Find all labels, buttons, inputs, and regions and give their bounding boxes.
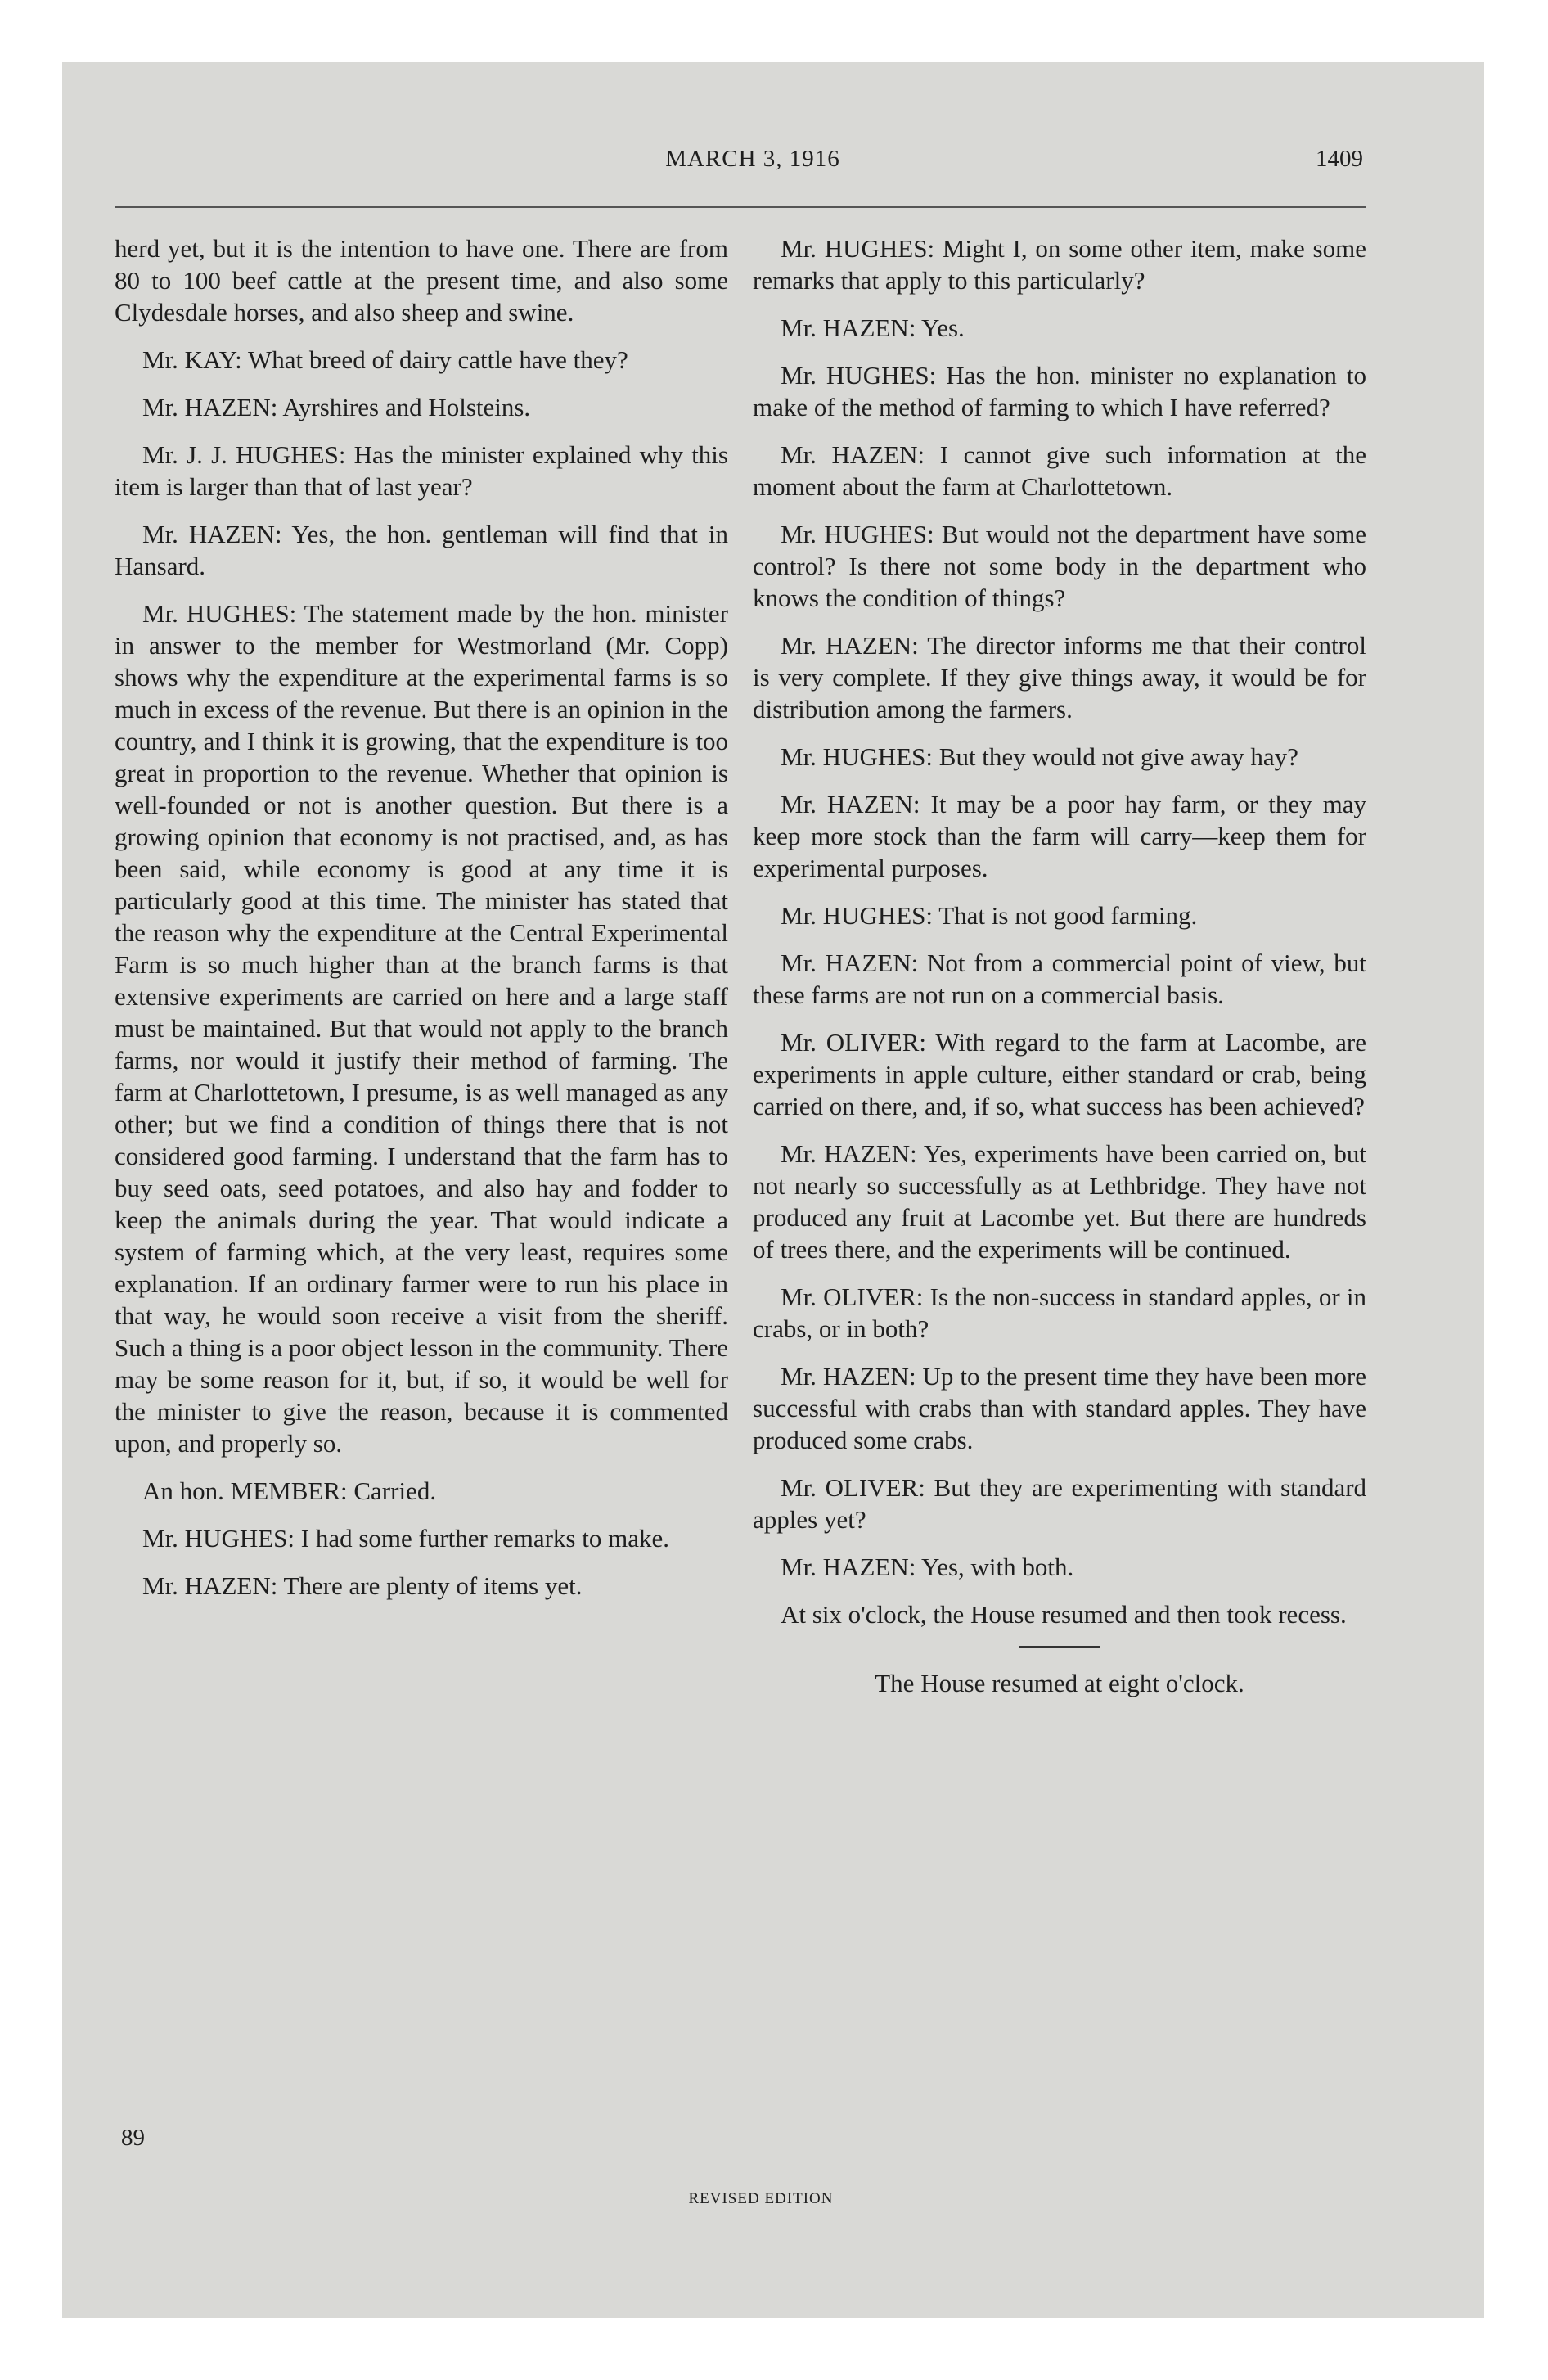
paragraph-text: At six o'clock, the House resumed and then took recess. [781,1600,1347,1629]
section-divider [1019,1646,1100,1648]
closing-line: The House resumed at eight o'clock. [875,1669,1244,1697]
paragraph-text: The statement made by the hon. minister in answer to the member for Westmorland (Mr. Copp) shows why the expenditure at the experimental farms is so much in excess of the revenue. But there is an opinion in the country, and I think it is growing, that the expenditure is too great in proportion to the revenue. Whether that opinion is well-founded or not is another question. But there is a growing opinion that economy is not practised, and, as has been said, while economy is good at any time it is particularly good at this time. The minister has stated that the reason why the expenditure at the Central Experimental Farm is so much higher than at the branch farms is that extensive experiments are carried on here and a large staff must be maintained. But that would not apply to the branch farms, nor would it justify their method of farming. The farm at Charlottetown, I presume, is as well managed as any other; but we find a condition of things there that is not considered good farming. I understand that the farm has to buy seed oats, seed potatoes, and also hay and fodder to keep the animals during the year. That would indicate a system of farming which, at the very least, requires some explanation. If an ordinary farmer were to run his place in that way, he would soon receive a visit from the sheriff. Such a thing is a poor object lesson in the community. There may be some reason for it, but, if so, it would be well for the minister to give the reason, because it is commented upon, and properly so. [115,599,728,1458]
speaker-name: Mr. OLIVER: [781,1282,924,1311]
paragraph [753,788,1366,884]
paragraph [753,1360,1366,1456]
paragraph [753,1281,1366,1345]
page-number: 1409 [1316,146,1363,172]
paragraph [753,741,1366,773]
paragraph [115,439,728,503]
paragraph-text: That is not good farming. [938,901,1198,930]
paragraph [115,391,728,423]
paragraph [753,899,1366,931]
paragraph-text: What breed of dairy cattle have they? [247,345,628,374]
paragraph [115,1522,728,1554]
right-column [753,232,1366,1715]
speaker-name: Mr. HAZEN: [142,393,278,421]
speaker-name: Mr. HUGHES: [781,361,937,390]
speaker-name: Mr. HAZEN: [781,1362,916,1391]
paragraph [753,312,1366,344]
header-date: MARCH 3, 1916 [665,146,840,172]
speaker-name: Mr. HAZEN: [781,440,925,469]
paragraph-text: There are plenty of items yet. [283,1571,583,1600]
speaker-name: Mr. HAZEN: [781,1139,917,1168]
paragraph-text: Has the hon. minister no explanation to make of the method of farming to which I have referred? [753,361,1367,421]
speaker-name: Mr. HUGHES: [781,901,934,930]
paragraph-text: Is the non-success in standard apples, or in crabs, or in both? [753,1282,1367,1343]
paragraph-text: herd yet, but it is the intention to have one. There are from 80 to 100 beef cattle at the present time, and also some Clydesdale horses, and also sheep and swine. [115,234,728,327]
speaker-name: Mr. OLIVER: [781,1473,925,1502]
paragraph [753,1472,1366,1535]
paragraph [115,597,728,1459]
speaker-name: Mr. HAZEN: [781,313,916,342]
paragraph-text: Carried. [353,1476,437,1505]
paragraph-text: But would not the department have some control? Is there not some body in the department who knows the condition of things? [753,520,1367,612]
speaker-name: Mr. OLIVER: [781,1028,927,1057]
paragraph-text: I cannot give such information at the moment about the farm at Charlottetown. [753,440,1366,501]
signature-number: 89 [121,2125,145,2151]
speaker-name: Mr. J. J. HUGHES: [142,440,346,469]
paragraph [753,947,1366,1011]
paragraph-text: It may be a poor hay farm, or they may keep more stock than the farm will carry—keep them for experimental purposes. [753,790,1367,882]
speaker-name: Mr. HAZEN: [142,520,282,548]
paragraph [115,518,728,582]
paragraph-text: Yes, with both. [920,1553,1074,1581]
paragraph-text: Yes. [920,313,965,342]
paragraph [753,232,1366,296]
speaker-name: Mr. HUGHES: [142,1524,295,1553]
paragraph [753,1551,1366,1583]
paragraph [753,439,1366,503]
speaker-name: Mr. HUGHES: [781,742,934,771]
paragraph [753,1026,1366,1122]
speaker-name: Mr. KAY: [142,345,242,374]
paragraph-text: Not from a commercial point of view, but these farms are not run on a commercial basis. [753,949,1366,1009]
footer-edition: REVISED EDITION [688,2190,834,2207]
header-rule [115,206,1366,208]
paragraph-text: Ayrshires and Holsteins. [282,393,531,421]
paragraph [753,629,1366,725]
paragraph-text: But they would not give away hay? [938,742,1298,771]
paragraph-text: Yes, experiments have been carried on, but not nearly so successfully as at Lethbridge. They have not produced any fruit at Lacombe yet. But there are hundreds of trees there, and the experiments will be continued. [753,1139,1366,1264]
paragraph-text: But they are experimenting with standard apples yet? [753,1473,1367,1534]
paragraph-text: Might I, on some other item, make some remarks that apply to this particularly? [753,234,1366,295]
paragraph-text: Has the minister explained why this item is larger than that of last year? [115,440,728,501]
speaker-name: Mr. HUGHES: [781,234,935,263]
speaker-name: Mr. HAZEN: [142,1571,278,1600]
speaker-name: Mr. HAZEN: [781,1553,916,1581]
paragraph-text: Yes, the hon. gentleman will find that in Hansard. [115,520,728,580]
paragraph [753,1138,1366,1265]
paragraph [753,1598,1366,1630]
speaker-name: Mr. HAZEN: [781,790,920,818]
paragraph-text: The director informs me that their control is very complete. If they give things away, it would be for distribution among the farmers. [753,631,1366,723]
paragraph [115,344,728,376]
paragraph-text: I had some further remarks to make. [300,1524,669,1553]
paragraph [753,359,1366,423]
paragraph-text: With regard to the farm at Lacombe, are experiments in apple culture, either standard or crab, being carried on there, and, if so, what success has been achieved? [753,1028,1367,1120]
paragraph [115,1570,728,1602]
speaker-name: An hon. MEMBER: [142,1476,348,1505]
paragraph [115,1475,728,1507]
paragraph [115,232,728,328]
speaker-name: Mr. HUGHES: [142,599,297,628]
speaker-name: Mr. HAZEN: [781,631,919,660]
paragraph-text: Up to the present time they have been more successful with crabs than with standard apples. They have produced some crabs. [753,1362,1367,1454]
left-column [115,232,728,1617]
paragraph [753,518,1366,614]
speaker-name: Mr. HUGHES: [781,520,934,548]
speaker-name: Mr. HAZEN: [781,949,919,977]
